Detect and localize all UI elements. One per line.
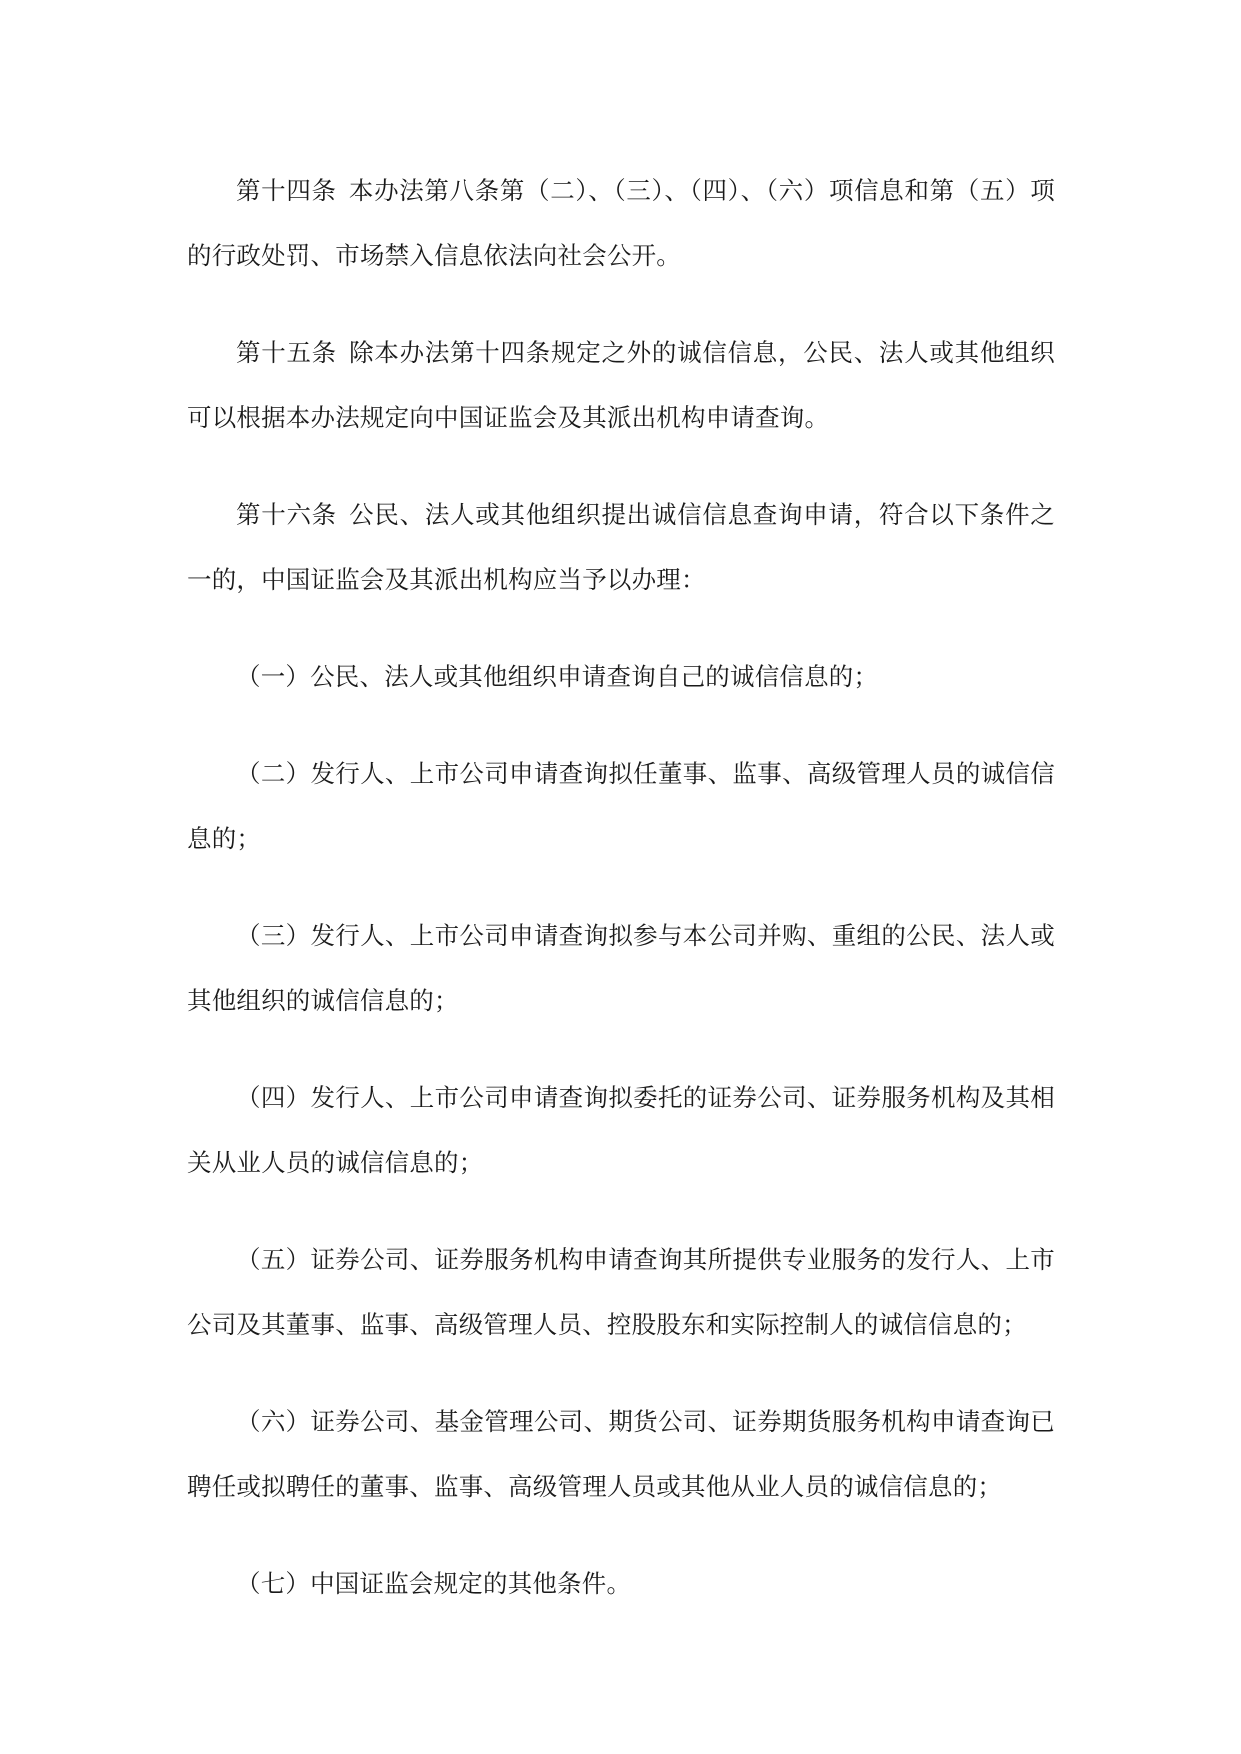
article-14-paragraph: [187, 158, 1055, 288]
article-16-paragraph: [187, 482, 1055, 612]
condition-text: （四）发行人、上市公司申请查询拟委托的证券公司、证券服务机构及其相关从业人员的诚信信息的；: [187, 1083, 1055, 1177]
article-15-paragraph: [187, 320, 1055, 450]
condition-text: （五）证券公司、证券服务机构申请查询其所提供专业服务的发行人、上市公司及其董事、监事、高级管理人员、控股股东和实际控制人的诚信信息的；: [187, 1245, 1055, 1339]
condition-text: （二）发行人、上市公司申请查询拟任董事、监事、高级管理人员的诚信信息的；: [187, 759, 1055, 853]
condition-text: （七）中国证监会规定的其他条件。: [236, 1569, 632, 1598]
condition-text: （三）发行人、上市公司申请查询拟参与本公司并购、重组的公民、法人或其他组织的诚信信息的；: [187, 921, 1055, 1015]
article-number: 第十五条: [236, 338, 337, 367]
condition-item-1: [187, 644, 1055, 709]
condition-item-4: [187, 1065, 1055, 1195]
condition-text: （一）公民、法人或其他组织申请查询自己的诚信信息的；: [236, 662, 879, 691]
article-number: 第十四条: [236, 176, 337, 205]
condition-item-7: [187, 1551, 1055, 1616]
condition-item-6: [187, 1389, 1055, 1519]
article-text: 除本办法第十四条规定之外的诚信信息，公民、法人或其他组织可以根据本办法规定向中国证监会及其派出机构申请查询。: [187, 338, 1055, 432]
condition-text: （六）证券公司、基金管理公司、期货公司、证券期货服务机构申请查询已聘任或拟聘任的董事、监事、高级管理人员或其他从业人员的诚信信息的；: [187, 1407, 1055, 1501]
condition-item-2: [187, 741, 1055, 871]
condition-item-5: [187, 1227, 1055, 1357]
article-text: 公民、法人或其他组织提出诚信信息查询申请，符合以下条件之一的，中国证监会及其派出机构应当予以办理：: [187, 500, 1055, 594]
condition-item-3: [187, 903, 1055, 1033]
article-text: 本办法第八条第（二）、（三）、（四）、（六）项信息和第（五）项的行政处罚、市场禁入信息依法向社会公开。: [187, 176, 1055, 270]
document-body: [187, 158, 1055, 1616]
article-number: 第十六条: [236, 500, 337, 529]
